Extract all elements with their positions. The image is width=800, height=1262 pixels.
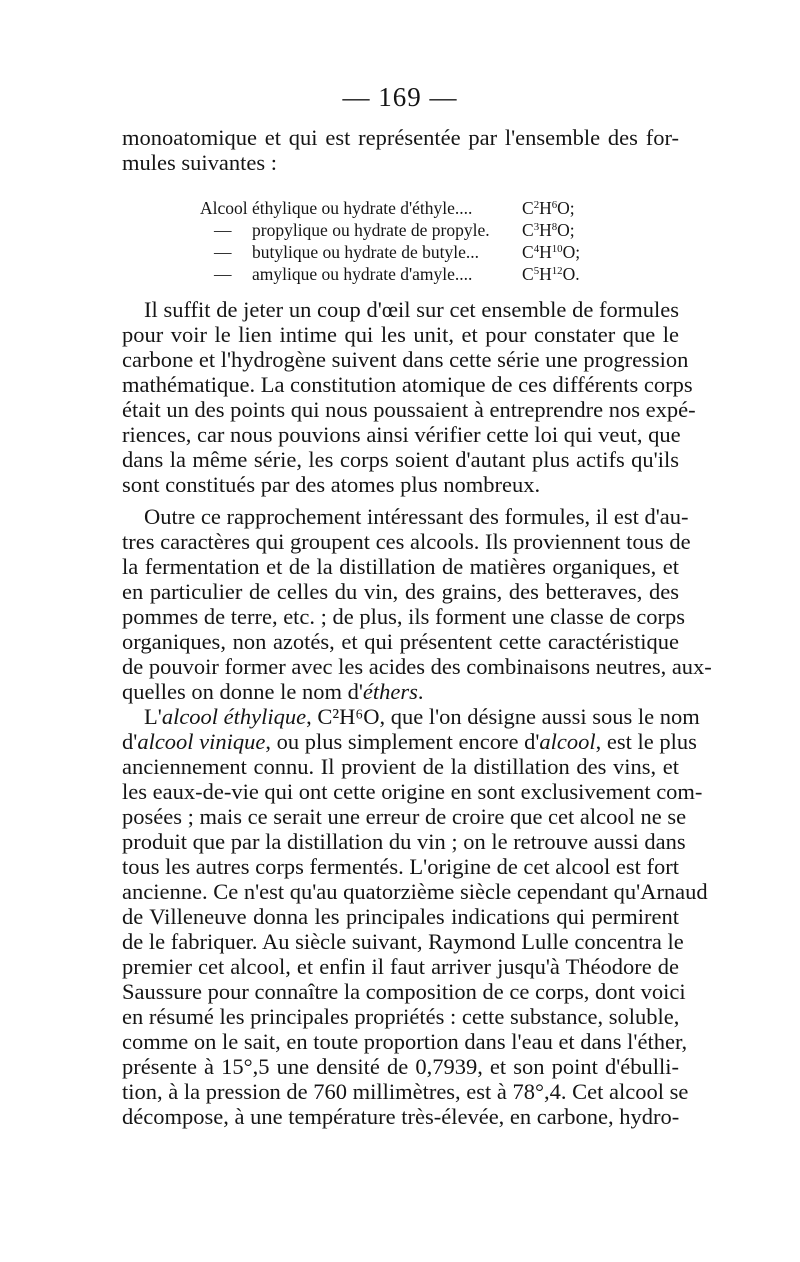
text-line: mathématique. La constitution atomique de ces différents corps	[122, 372, 693, 397]
ditto-dash: —	[214, 220, 232, 240]
text-line: Outre ce rapprochement intéressant des formules, il est d'au-	[144, 504, 689, 529]
compound-name: propylique ou hydrate de propyle.	[252, 220, 490, 240]
text-line: pour voir le lien intime qui les unit, et pour constater que le	[122, 322, 679, 347]
compound-name: butylique ou hydrate de butyle...	[252, 242, 479, 262]
text-line: tous les autres corps fermentés. L'origine de cet alcool est fort	[122, 854, 679, 879]
intro-text	[122, 125, 679, 175]
text-line: était un des points qui nous poussaient à entreprendre nos expé-	[122, 397, 696, 422]
text-line: quelles on donne le nom d'éthers.	[122, 679, 424, 704]
paragraph-3	[122, 704, 708, 1129]
paragraph-2	[122, 504, 712, 704]
text-line: pommes de terre, etc. ; de plus, ils forment une classe de corps	[122, 604, 685, 629]
text-line: organiques, non azotés, et qui présentent cette caractéristique	[122, 629, 679, 654]
text-line: comme on le sait, en toute proportion dans l'eau et dans l'éther,	[122, 1029, 688, 1054]
italic-term: alcool	[539, 729, 596, 754]
text-line: tres caractères qui groupent ces alcools. Ils proviennent tous de	[122, 529, 691, 554]
text-line: dans la même série, les corps soient d'autant plus actifs qu'ils	[122, 447, 679, 472]
page-number: — 169 —	[342, 82, 458, 112]
text-line: de pouvoir former avec les acides des combinaisons neutres, aux-	[122, 654, 712, 679]
formula-row	[200, 197, 600, 219]
text-line: Saussure pour connaître la composition de ce corps, dont voici	[122, 979, 686, 1004]
chemical-formula: $C^4H^{10}O$;	[522, 242, 581, 262]
compound-name: amylique ou hydrate d'amyle....	[252, 264, 473, 284]
text-line: de Villeneuve donna les principales indications qui permirent	[122, 904, 679, 929]
text-line: Il suffit de jeter un coup d'œil sur cet ensemble de formules	[144, 297, 679, 322]
text-line: mules suivantes :	[122, 150, 277, 175]
italic-term: alcool éthylique	[161, 704, 307, 729]
text-line: en résumé les principales propriétés : cette substance, soluble,	[122, 1004, 680, 1029]
text-line: présente à 15°,5 une densité de 0,7939, et son point d'ébulli-	[122, 1054, 679, 1079]
italic-term: éthers	[362, 679, 418, 704]
text-line: premier cet alcool, et enfin il faut arriver jusqu'à Théodore de	[122, 954, 679, 979]
text-line: riences, car nous pouvions ainsi vérifier cette loi qui veut, que	[122, 422, 681, 447]
text-line: anciennement connu. Il provient de la distillation des vins, et	[122, 754, 679, 779]
text-line: décompose, à une température très-élevée, en carbone, hydro-	[122, 1104, 680, 1129]
text-line: monoatomique et qui est représentée par l'ensemble des for-	[122, 125, 679, 150]
text-line: produit que par la distillation du vin ; on le retrouve aussi dans	[122, 829, 686, 854]
text-line: en particulier de celles du vin, des grains, des betteraves, des	[122, 579, 679, 604]
text-line: tion, à la pression de 760 millimètres, est à 78°,4. Cet alcool se	[122, 1079, 689, 1104]
chemical-formula: $C^5H^{12}O$.	[522, 264, 580, 284]
text-line: de le fabriquer. Au siècle suivant, Raymond Lulle concentra le	[122, 929, 684, 954]
text-line: posées ; mais ce serait une erreur de croire que cet alcool ne se	[122, 804, 687, 829]
compound-name: Alcool éthylique ou hydrate d'éthyle....	[200, 198, 473, 218]
formula-row	[200, 263, 600, 285]
italic-term: alcool vinique	[137, 729, 266, 754]
text-line: la fermentation et de la distillation de matières organiques, et	[122, 554, 679, 579]
text-line: d'alcool vinique, ou plus simplement encore d'alcool, est le plus	[122, 729, 697, 754]
text-line: carbone et l'hydrogène suivent dans cette série une progression	[122, 347, 689, 372]
formula-row	[200, 241, 600, 263]
formula-row	[200, 219, 600, 241]
paragraph-1	[122, 297, 696, 497]
text-line: ancienne. Ce n'est qu'au quatorzième siècle cependant qu'Arnaud	[122, 879, 708, 904]
chemical-formula: $C^2H^6O$;	[522, 198, 575, 218]
text-line: les eaux-de-vie qui ont cette origine en sont exclusivement com-	[122, 779, 703, 804]
text-line: L'alcool éthylique, C²H⁶O, que l'on désigne aussi sous le nom	[144, 704, 700, 729]
chemical-formula: $C^3H^8O$;	[522, 220, 575, 240]
ditto-dash: —	[214, 264, 232, 284]
ditto-dash: —	[214, 242, 232, 262]
text-line: sont constitués par des atomes plus nombreux.	[122, 472, 541, 497]
formula-table	[200, 197, 600, 285]
